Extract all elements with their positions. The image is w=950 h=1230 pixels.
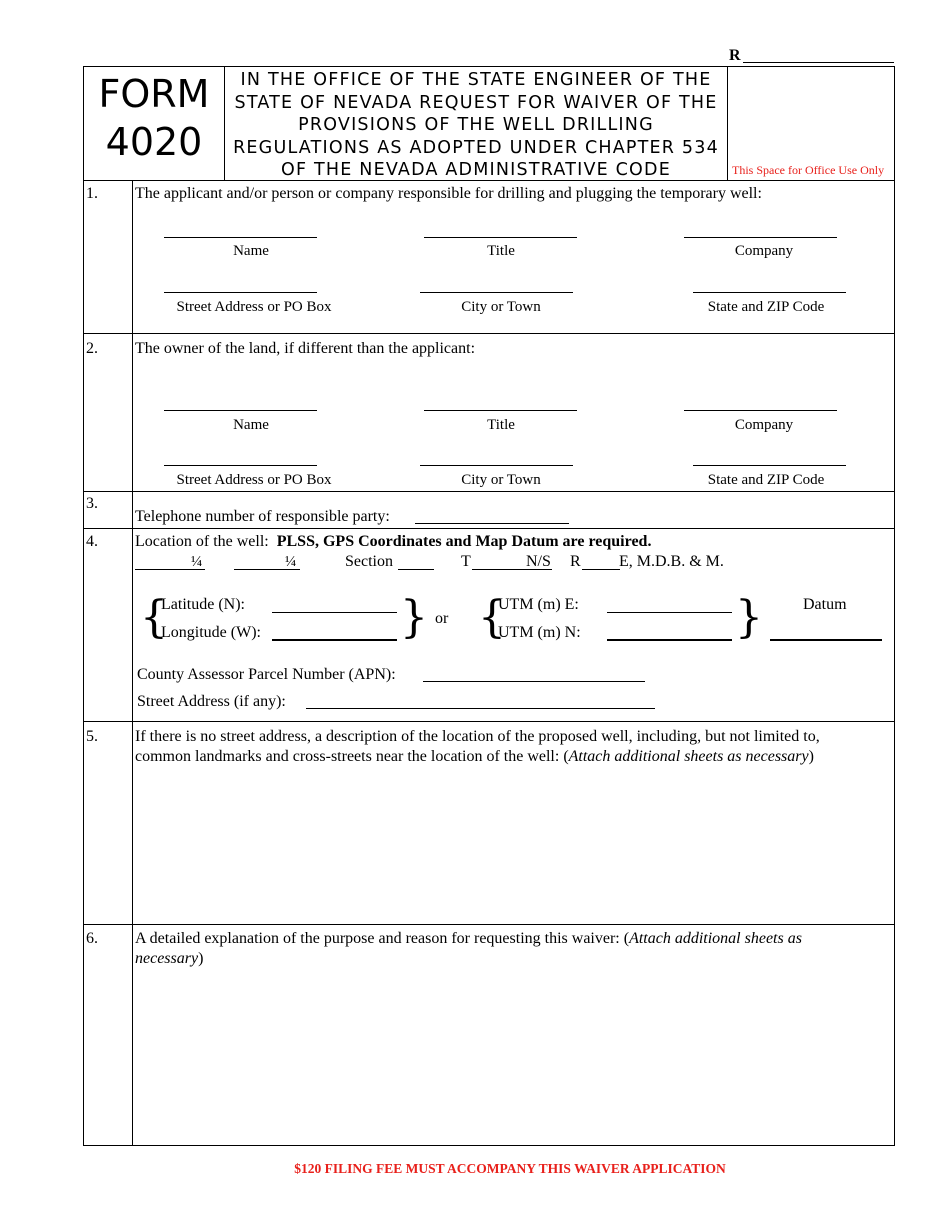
latitude-field[interactable] xyxy=(272,612,397,613)
meridian-label: E, M.D.B. & M. xyxy=(619,553,724,570)
or-label: or xyxy=(435,610,449,627)
ns-label: N/S xyxy=(526,553,551,570)
field-label: State and ZIP Code xyxy=(707,299,825,315)
applicant-name-field[interactable] xyxy=(164,237,317,238)
title-line: OF THE NEVADA ADMINISTRATIVE CODE xyxy=(281,160,671,180)
quarter-symbol: ¼ xyxy=(285,554,297,570)
office-r-field[interactable] xyxy=(743,62,894,63)
quarter-symbol: ¼ xyxy=(191,554,203,570)
township-label: T xyxy=(461,553,471,570)
utm-e-label: UTM (m) E: xyxy=(498,596,579,613)
filing-fee-notice: $120 FILING FEE MUST ACCOMPANY THIS WAIVER APPLICATION xyxy=(294,1161,726,1176)
title-line: IN THE OFFICE OF THE STATE ENGINEER OF THE xyxy=(240,70,712,90)
owner-company-field[interactable] xyxy=(684,410,837,411)
applicant-title-field[interactable] xyxy=(424,237,577,238)
section-number: 5. xyxy=(86,728,98,745)
range-label: R xyxy=(570,553,581,570)
applicant-company-field[interactable] xyxy=(684,237,837,238)
owner-city-field[interactable] xyxy=(420,465,573,466)
form-number: 4020 xyxy=(105,120,203,164)
utm-n-label: UTM (m) N: xyxy=(498,624,581,641)
section-number: 2. xyxy=(86,340,98,357)
left-brace-icon: { xyxy=(140,592,168,643)
office-use-note: This Space for Office Use Only xyxy=(732,163,885,177)
telephone-field[interactable] xyxy=(415,523,569,524)
page-title xyxy=(225,69,727,182)
owner-name-field[interactable] xyxy=(164,410,317,411)
street-address-label: Street Address (if any): xyxy=(137,693,286,710)
section-number: 1. xyxy=(86,185,98,202)
section-number: 6. xyxy=(86,930,98,947)
section1-prompt: The applicant and/or person or company responsible for drilling and plugging the temporary well: xyxy=(135,185,762,202)
field-label: Title xyxy=(487,417,515,433)
applicant-street-field[interactable] xyxy=(164,292,317,293)
form-word: FORM xyxy=(98,72,210,116)
field-label: Name xyxy=(233,243,269,259)
right-brace-icon: } xyxy=(400,592,428,643)
apn-label: County Assessor Parcel Number (APN): xyxy=(137,666,396,683)
office-r-label: R xyxy=(729,47,741,64)
applicant-state-zip-field[interactable] xyxy=(693,292,846,293)
field-label: City or Town xyxy=(461,299,541,315)
field-label: Title xyxy=(487,243,515,259)
left-brace-icon: { xyxy=(478,592,506,643)
utm-e-field[interactable] xyxy=(607,612,732,613)
section-number: 4. xyxy=(86,533,98,550)
explanation-textarea[interactable] xyxy=(134,972,892,1142)
owner-state-zip-field[interactable] xyxy=(693,465,846,466)
field-label: State and ZIP Code xyxy=(707,472,825,488)
applicant-city-field[interactable] xyxy=(420,292,573,293)
datum-label: Datum xyxy=(803,596,847,613)
range-field[interactable] xyxy=(582,569,620,570)
right-brace-icon: } xyxy=(735,592,763,643)
field-label: Company xyxy=(734,243,794,259)
longitude-label: Longitude (W): xyxy=(161,624,261,641)
location-prompt: Location of the well: PLSS, GPS Coordinates and Map Datum are required. xyxy=(135,533,652,550)
field-label: Street Address or PO Box xyxy=(176,299,332,315)
field-label: City or Town xyxy=(461,472,541,488)
datum-field[interactable] xyxy=(770,639,882,641)
longitude-field[interactable] xyxy=(272,639,397,641)
field-label: Name xyxy=(233,417,269,433)
section5-text: If there is no street address, a description of the location of the proposed well, including, but not limited to, common landmarks and cross-streets near the location of the well: (Attach additional sheets as necessary) xyxy=(135,728,820,765)
field-label: Company xyxy=(734,417,794,433)
telephone-label: Telephone number of responsible party: xyxy=(135,508,390,525)
apn-field[interactable] xyxy=(423,681,645,682)
latitude-label: Latitude (N): xyxy=(161,596,245,613)
title-line: REGULATIONS AS ADOPTED UNDER CHAPTER 534 xyxy=(233,137,719,158)
street-address-field[interactable] xyxy=(306,708,655,709)
description-textarea[interactable] xyxy=(134,770,892,920)
section6-text: A detailed explanation of the purpose and reason for requesting this waiver: (Attach additional sheets as necessary) xyxy=(135,930,802,967)
section2-prompt: The owner of the land, if different than the applicant: xyxy=(135,340,476,357)
section-field[interactable] xyxy=(398,569,434,570)
owner-title-field[interactable] xyxy=(424,410,577,411)
utm-n-field[interactable] xyxy=(607,639,732,641)
title-line: STATE OF NEVADA REQUEST FOR WAIVER OF THE xyxy=(234,92,718,113)
section-label: Section xyxy=(345,553,393,570)
section-number: 3. xyxy=(86,495,98,512)
owner-street-field[interactable] xyxy=(164,465,317,466)
title-line: PROVISIONS OF THE WELL DRILLING xyxy=(298,115,654,135)
field-label: Street Address or PO Box xyxy=(176,472,332,488)
